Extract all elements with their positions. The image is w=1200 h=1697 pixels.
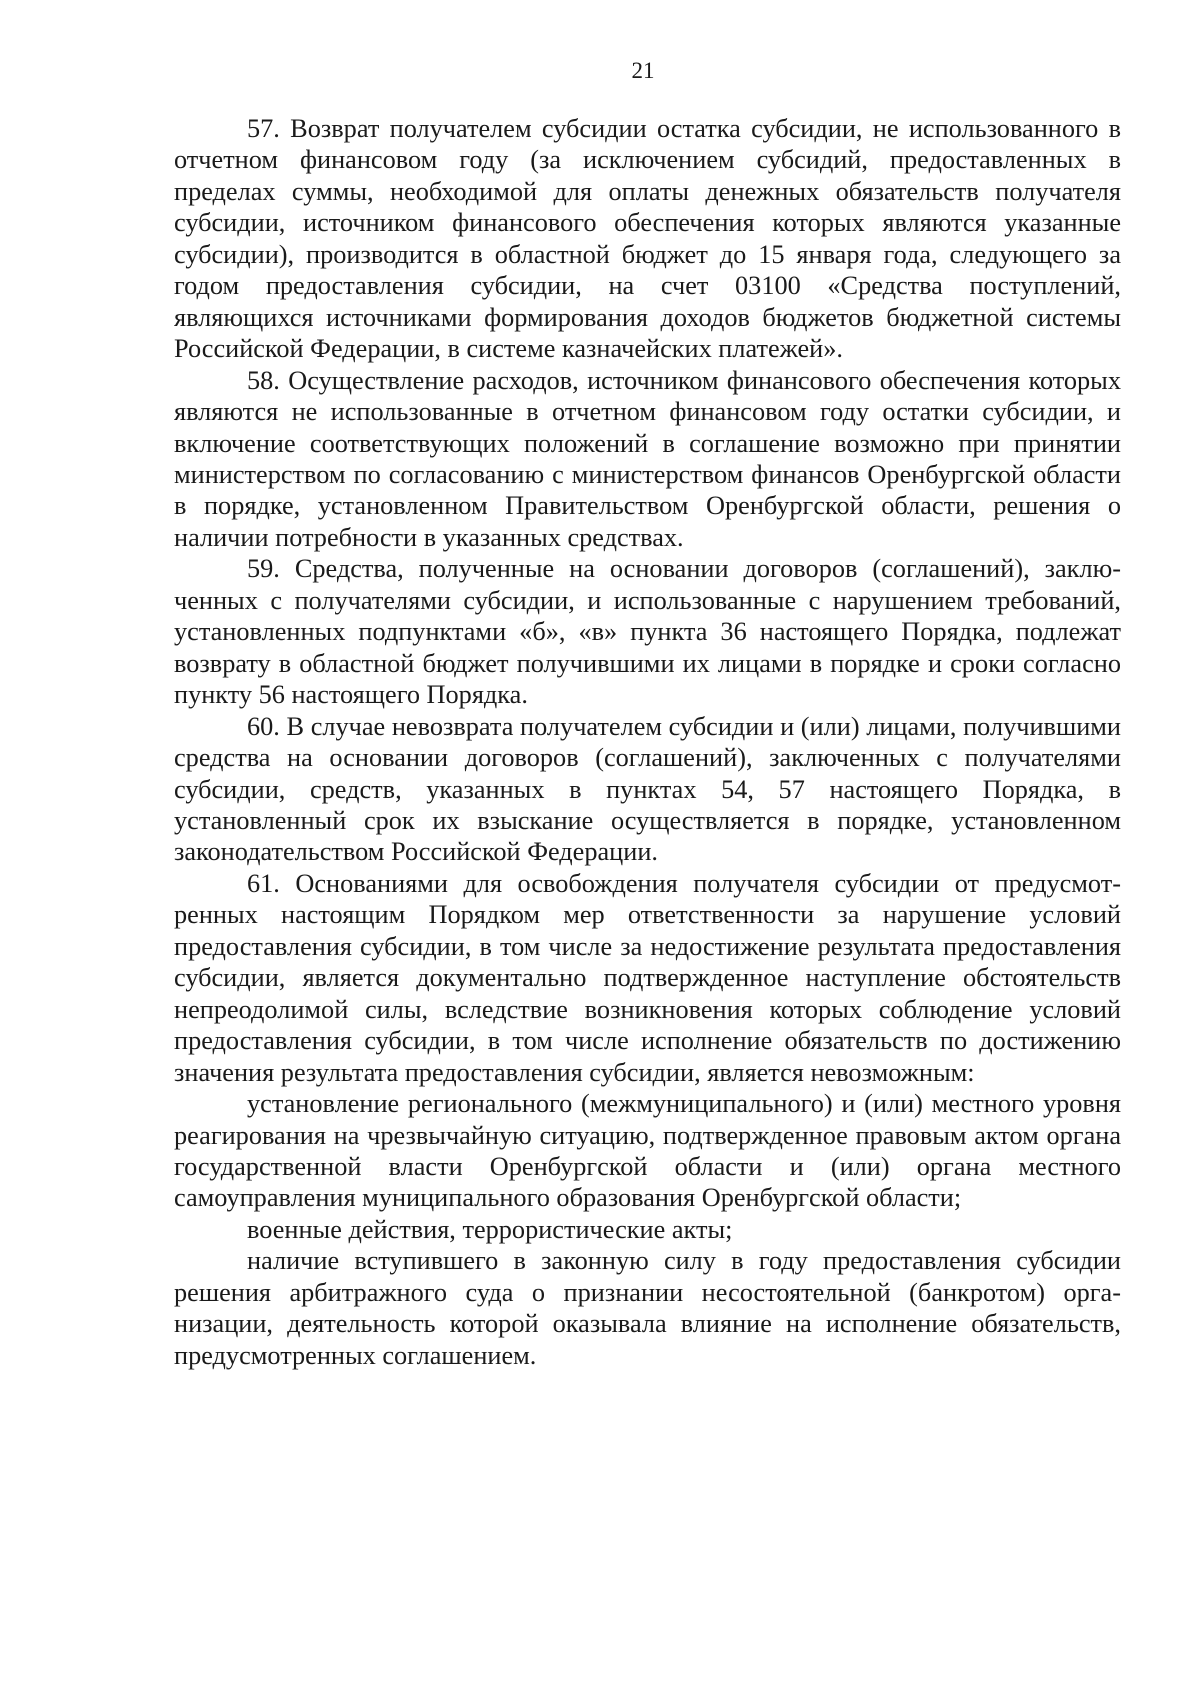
paragraph-58: 58. Осуществление расходов, источником финансового обеспечения которых являются не использованные в отчетном финансовом году остатки субсидии, и включение соответствующих положений в соглашение возможно при принятии министерством по согласованию с министерством финансов Оренбургской области в порядке, установленном Правительством Оренбургской области, решения о наличии потребности в указанных средствах. xyxy=(174,365,1121,552)
list-item-bankruptcy: наличие вступившего в законную силу в году предоставления субсидии решения арбитражного суда о признании несостоятельной (банкротом) организации, деятельность которой оказывала влияние на исполнение обязательств, предусмотренных соглашением. xyxy=(174,1246,1121,1370)
paragraph-61: 61. Основаниями для освобождения получателя субсидии от предусмотренных настоящим Порядком мер ответственности за нарушение условий предоставления субсидии, в том числе за недостижение результата предоставления субсидии, является документально подтвержденное наступление обстоятельств непреодолимой силы, вследствие возникновения которых соблюдение условий предоставления субсидии, в том числе исполнение обязательств по достижению значения результата предоставления субсидии, является невозможным: xyxy=(174,868,1121,1087)
page-number: 21 xyxy=(631,58,655,83)
document-body xyxy=(174,113,1121,1371)
paragraph-60: 60. В случае невозврата получателем субсидии и (или) лицами, получившими средства на основании договоров (соглашений), заключенных с получателями субсидии, средств, указанных в пунктах 54, 57 настоящего Порядка, в установленный срок их взыскание осуществляется в порядке, установленном законодательством Российской Федерации. xyxy=(174,711,1121,867)
list-item-military: военные действия, террористические акты; xyxy=(247,1214,733,1244)
paragraph-59: 59. Средства, полученные на основании договоров (соглашений), заключенных с получателями субсидии, и использованные с нарушением требований, установленных подпунктами «б», «в» пункта 36 настоящего Порядка, подлежат возврату в областной бюджет получившими их лицами в порядке и сроки согласно пункту 56 настоящего Порядка. xyxy=(174,554,1121,710)
paragraph-57: 57. Возврат получателем субсидии остатка субсидии, не использованного в отчетном финансовом году (за исключением субсидий, предоставленных в пределах суммы, необходимой для оплаты денежных обязательств получателя субсидии, источником финансового обеспечения которых являются указанные субсидии), производится в областной бюджет до 15 января года, следующего за годом предоставления субсидии, на счет 03100 «Средства поступлений, являющихся источниками формирования доходов бюджетов бюджетной системы Российской Федерации, в системе казначейских платежей». xyxy=(174,114,1121,364)
list-item-emergency: установление регионального (межмуниципального) и (или) местного уровня реагирования на чрезвычайную ситуацию, подтвержденное правовым актом органа государственной власти Оренбургской области и (или) органа местного самоуправления муниципального образования Оренбургской области; xyxy=(174,1089,1121,1213)
